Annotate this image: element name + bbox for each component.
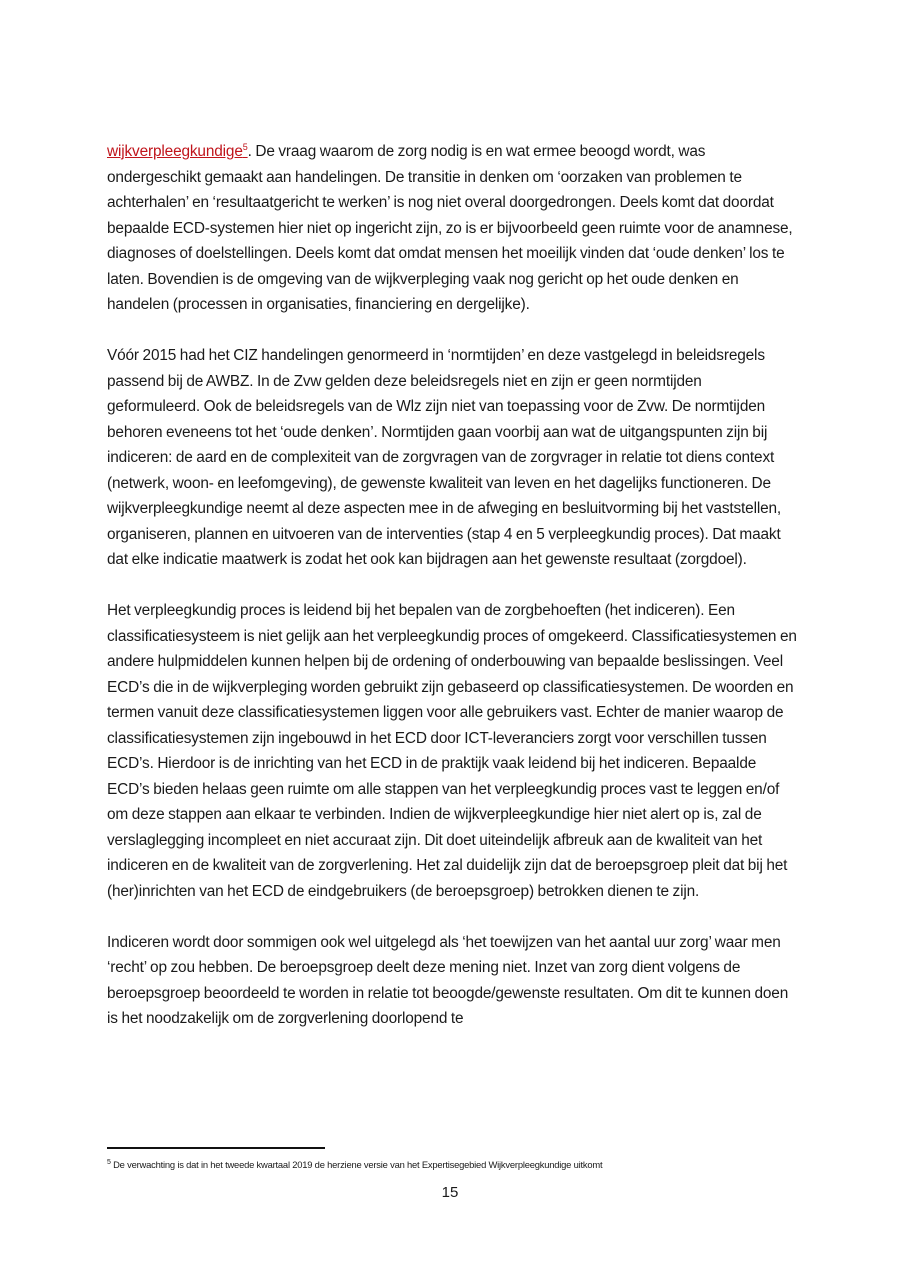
wijkverpleegkundige-link[interactable] [107, 143, 248, 160]
paragraph-2: Vóór 2015 had het CIZ handelingen genormeerd in ‘normtijden’ en deze vastgelegd in beleidsregels passend bij de AWBZ. In de Zvw gelden deze beleidsregels niet en zijn er geen normtijden geformuleerd. Ook de beleidsregels van de Wlz zijn niet van toepassing voor de Zvw. De normtijden behoren eveneens tot het ‘oude denken’. Normtijden gaan voorbij aan wat de uitgangspunten zijn bij indiceren: de aard en de complexiteit van de zorgvragen van de zorgvrager in relatie tot diens context (netwerk, woon- en leefomgeving), de gewenste kwaliteit van leven en het dagelijks functioneren. De wijkverpleegkundige neemt al deze aspecten mee in de afweging en besluitvorming bij het vaststellen, organiseren, plannen en uitvoeren van de interventies (stap 4 en 5 verpleegkundig proces). Dat maakt dat elke indicatie maatwerk is zodat het ook kan bijdragen aan het gewenste resultaat (zorgdoel). [107, 347, 782, 568]
footnote [107, 1159, 827, 1170]
footnote-separator [107, 1147, 325, 1149]
paragraph-1-text: . De vraag waarom de zorg nodig is en wat ermee beoogd wordt, was ondergeschikt gemaakt aan handelingen. De transitie in denken om ‘oorzaken van problemen te achterhalen’ en ‘resultaatgericht te werken’ is nog niet overal doorgedrongen. Deels komt dat doordat bepaalde ECD-systemen hier niet op ingericht zijn, zo is er bijvoorbeeld geen ruimte voor de anamnese, diagnoses of doelstellingen. Deels komt dat omdat mensen het moeilijk vinden dat ‘oude denken’ los te laten. Bovendien is de omgeving van de wijkverpleging vaak nog gericht op het oude denken en handelen (processen in organisaties, financiering en dergelijke). [107, 143, 793, 313]
footnote-ref[interactable]: 5 [242, 141, 248, 152]
paragraph-3: Het verpleegkundig proces is leidend bij het bepalen van de zorgbehoeften (het indiceren). Een classificatiesysteem is niet gelijk aan het verpleegkundig proces of omgekeerd. Classificatiesystemen en andere hulpmiddelen kunnen helpen bij de ordening of onderbouwing van bepaalde beslissingen. Veel ECD’s die in de wijkverpleging worden gebruikt zijn gebaseerd op classificatiesystemen. De woorden en termen vanuit deze classificatiesystemen liggen voor alle gebruikers vast. Echter de manier waarop de classificatiesystemen zijn ingebouwd in het ECD door ICT-leveranciers zorgt voor verschillen tussen ECD’s. Hierdoor is de inrichting van het ECD in de praktijk vaak leidend bij het indiceren. Bepaalde ECD’s bieden helaas geen ruimte om alle stappen van het verpleegkundig proces vast te leggen en/of om deze stappen aan elkaar te verbinden. Indien de wijkverpleegkundige hier niet alert op is, zal de verslaglegging incompleet en niet accuraat zijn. Dit doet uiteindelijk afbreuk aan de kwaliteit van het indiceren en de kwaliteit van de zorgverlening. Het zal duidelijk zijn dat de beroepsgroep pleit dat bij het (her)inrichten van het ECD de eindgebruikers (de beroepsgroep) betrokken dienen te zijn. [107, 602, 797, 900]
paragraph-4: Indiceren wordt door sommigen ook wel uitgelegd als ‘het toewijzen van het aantal uur zorg’ waar men ‘recht’ op zou hebben. De beroepsgroep deelt deze mening niet. Inzet van zorg dient volgens de beroepsgroep beoordeeld te worden in relatie tot beoogde/gewenste resultaten. Om dit te kunnen doen is het noodzakelijk om de zorgverlening doorlopend te [107, 933, 789, 1027]
link-text: wijkverpleegkundige [107, 143, 243, 160]
body-text [107, 139, 797, 1057]
paragraph-1 [107, 139, 797, 318]
footnote-text: De verwachting is dat in het tweede kwartaal 2019 de herziene versie van het Expertisegebied Wijkverpleegkundige uitkomt [110, 1159, 603, 1170]
page-number: 15 [441, 1184, 459, 1201]
footnote-number: 5 [107, 1158, 111, 1166]
